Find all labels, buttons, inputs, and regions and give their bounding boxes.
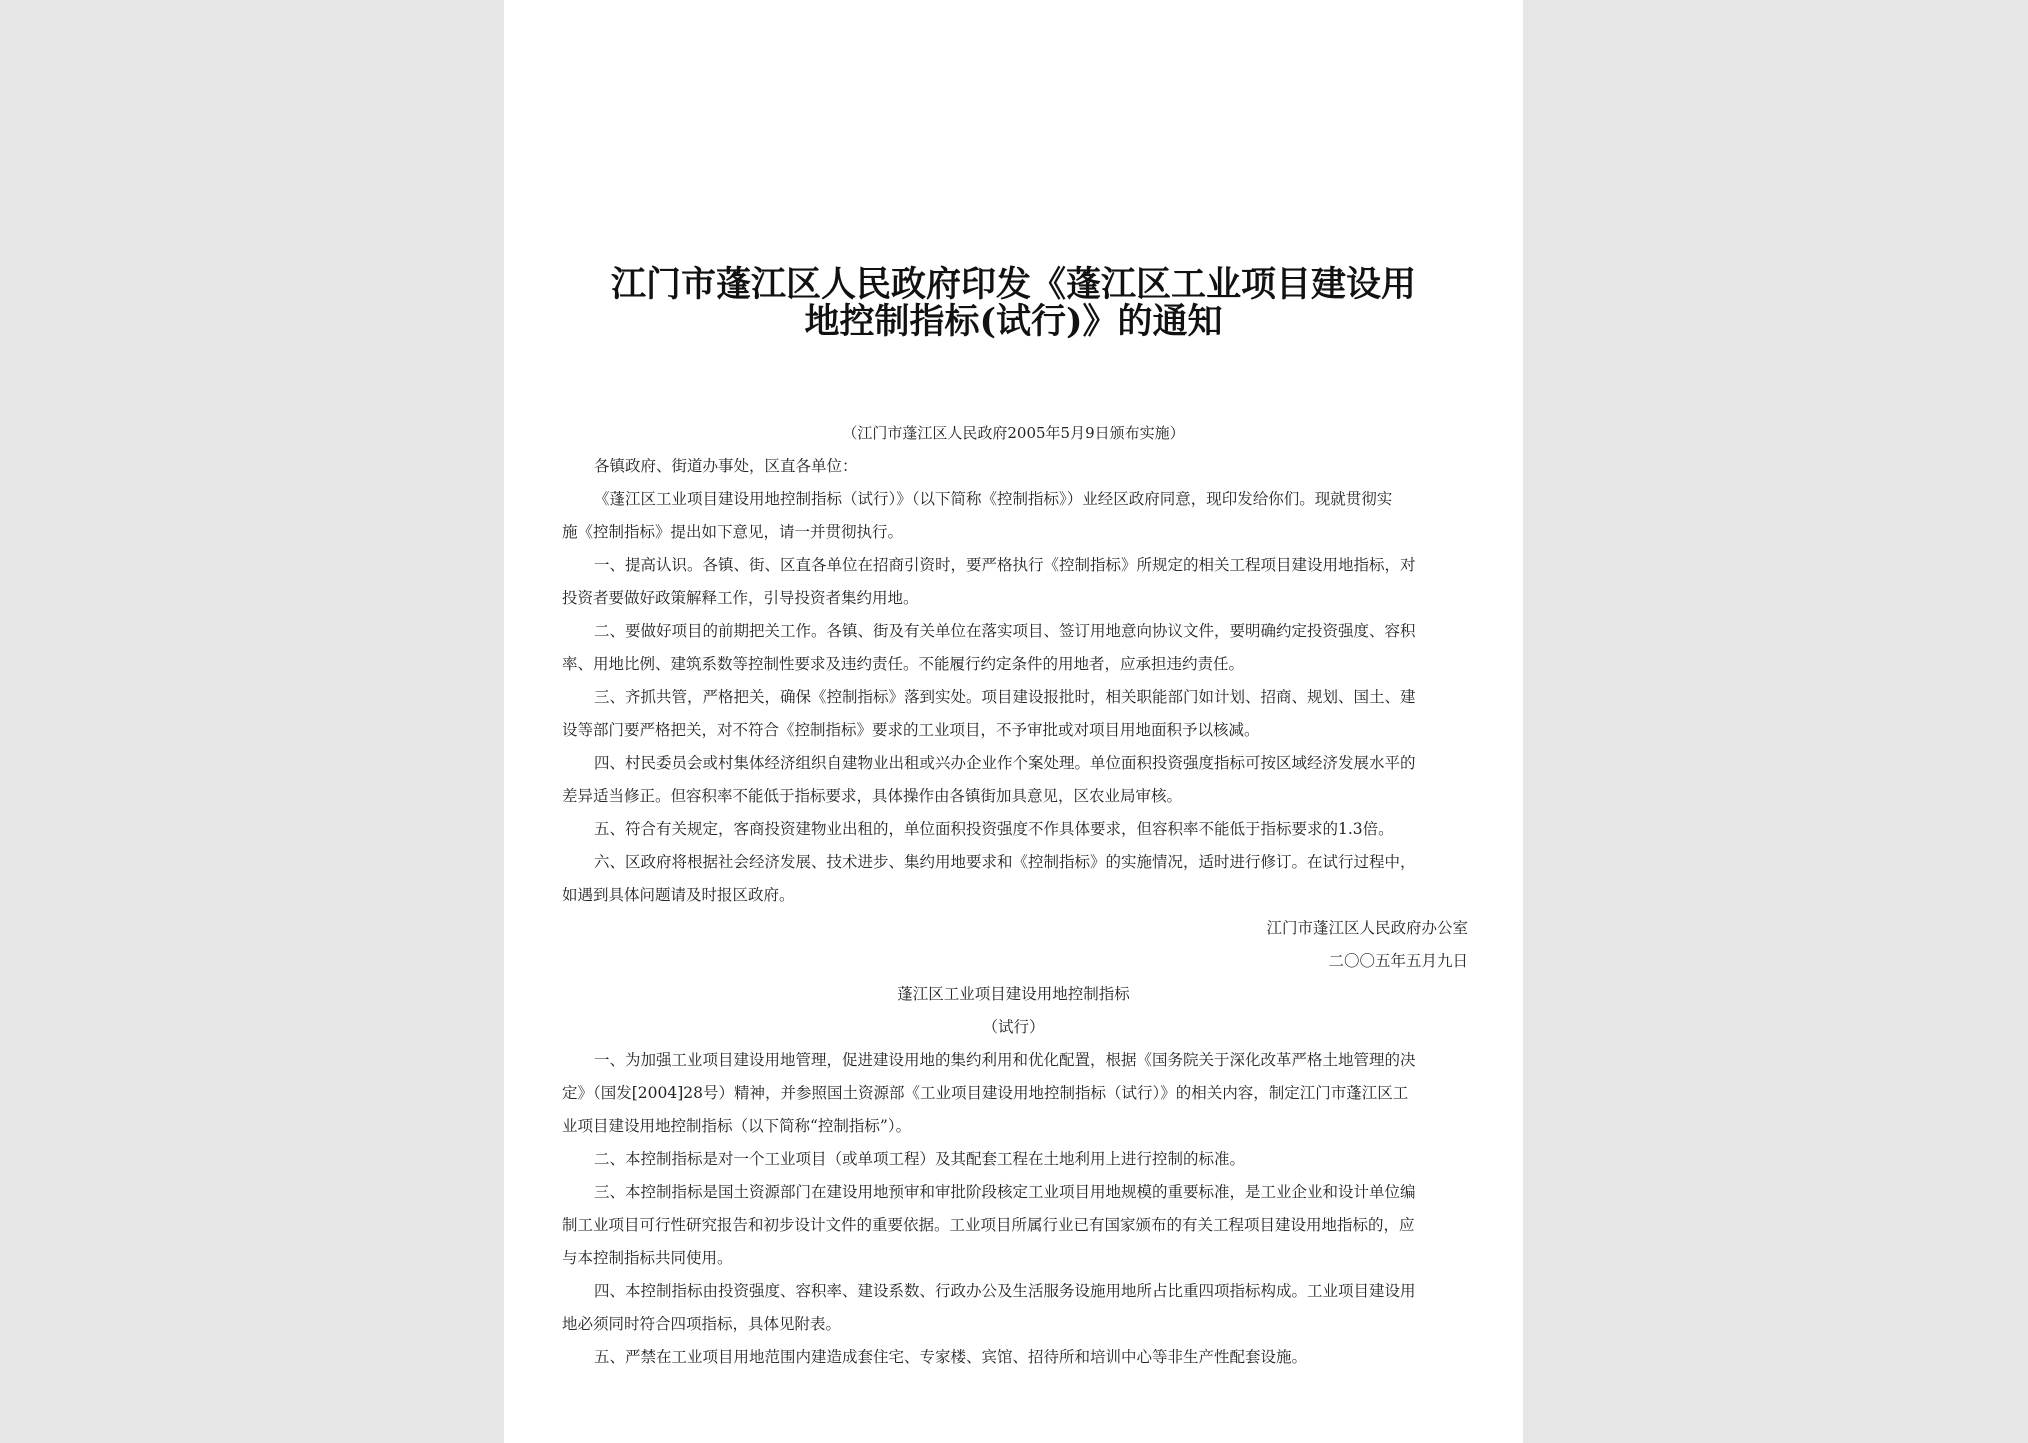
paragraph-line: 五、严禁在工业项目用地范围内建造成套住宅、专家楼、宾馆、招待所和培训中心等非生产性配套设施。 [594,1348,1308,1366]
paragraph-line: 四、村民委员会或村集体经济组织自建物业出租或兴办企业作个案处理。单位面积投资强度指标可按区域经济发展水平的 [594,754,1416,772]
paragraph-line: 制工业项目可行性研究报告和初步设计文件的重要依据。工业项目所属行业已有国家颁布的有关工程项目建设用地指标的，应 [562,1216,1415,1234]
paragraph-line: 与本控制指标共同使用。 [562,1249,733,1267]
document-title-line-2: 地控制指标(试行)》的通知 [804,301,1223,342]
salutation: 各镇政府、街道办事处，区直各单位： [594,457,858,475]
issue-date: 二〇〇五年五月九日 [1328,952,1468,970]
paragraph-line: 施《控制指标》提出如下意见，请一并贯彻执行。 [562,523,904,541]
paragraph-line: 三、齐抓共管，严格把关，确保《控制指标》落到实处。项目建设报批时，相关职能部门如计划、招商、规划、国土、建 [594,688,1416,706]
document-page [504,0,1523,1443]
paragraph-line: 二、要做好项目的前期把关工作。各镇、街及有关单位在落实项目、签订用地意向协议文件，要明确约定投资强度、容积 [594,622,1416,640]
attachment-subtitle: （试行） [982,1018,1045,1036]
paragraph-line: 业项目建设用地控制指标（以下简称“控制指标”）。 [562,1117,912,1135]
document-subtitle: （江门市蓬江区人民政府2005年5月9日颁布实施） [842,424,1185,442]
paragraph-line: 三、本控制指标是国土资源部门在建设用地预审和审批阶段核定工业项目用地规模的重要标准，是工业企业和设计单位编 [594,1183,1416,1201]
attachment-title: 蓬江区工业项目建设用地控制指标 [897,985,1130,1003]
paragraph-line: 设等部门要严格把关，对不符合《控制指标》要求的工业项目，不予审批或对项目用地面积予以核减。 [562,721,1260,739]
paragraph-line: 六、区政府将根据社会经济发展、技术进步、集约用地要求和《控制指标》的实施情况，适时进行修订。在试行过程中， [594,853,1416,871]
paragraph-line: 《蓬江区工业项目建设用地控制指标（试行）》（以下简称《控制指标》）业经区政府同意，现印发给你们。现就贯彻实 [594,490,1393,508]
paragraph-line: 一、为加强工业项目建设用地管理，促进建设用地的集约利用和优化配置，根据《国务院关于深化改革严格土地管理的决 [594,1051,1416,1069]
paragraph-line: 率、用地比例、建筑系数等控制性要求及违约责任。不能履行约定条件的用地者，应承担违约责任。 [562,655,1245,673]
paragraph-line: 一、提高认识。各镇、街、区直各单位在招商引资时，要严格执行《控制指标》所规定的相关工程项目建设用地指标，对 [594,556,1416,574]
paragraph-line: 四、本控制指标由投资强度、容积率、建设系数、行政办公及生活服务设施用地所占比重四项指标构成。工业项目建设用 [594,1282,1416,1300]
paragraph-line: 投资者要做好政策解释工作，引导投资者集约用地。 [562,589,919,607]
paragraph-line: 差异适当修正。但容积率不能低于指标要求，具体操作由各镇街加具意见，区农业局审核。 [562,787,1183,805]
document-title-line-1: 江门市蓬江区人民政府印发《蓬江区工业项目建设用 [610,264,1416,305]
paragraph-line: 五、符合有关规定，客商投资建物业出租的，单位面积投资强度不作具体要求，但容积率不能低于指标要求的1.3倍。 [594,820,1394,838]
issuer-signature: 江门市蓬江区人民政府办公室 [1266,919,1468,937]
paragraph-line: 地必须同时符合四项指标，具体见附表。 [562,1315,842,1333]
paragraph-line: 如遇到具体问题请及时报区政府。 [562,886,795,904]
paragraph-line: 二、本控制指标是对一个工业项目（或单项工程）及其配套工程在土地利用上进行控制的标准。 [594,1150,1246,1168]
paragraph-line: 定》（国发[2004]28号）精神，并参照国土资源部《工业项目建设用地控制指标（试行）》的相关内容，制定江门市蓬江区工 [562,1084,1409,1102]
